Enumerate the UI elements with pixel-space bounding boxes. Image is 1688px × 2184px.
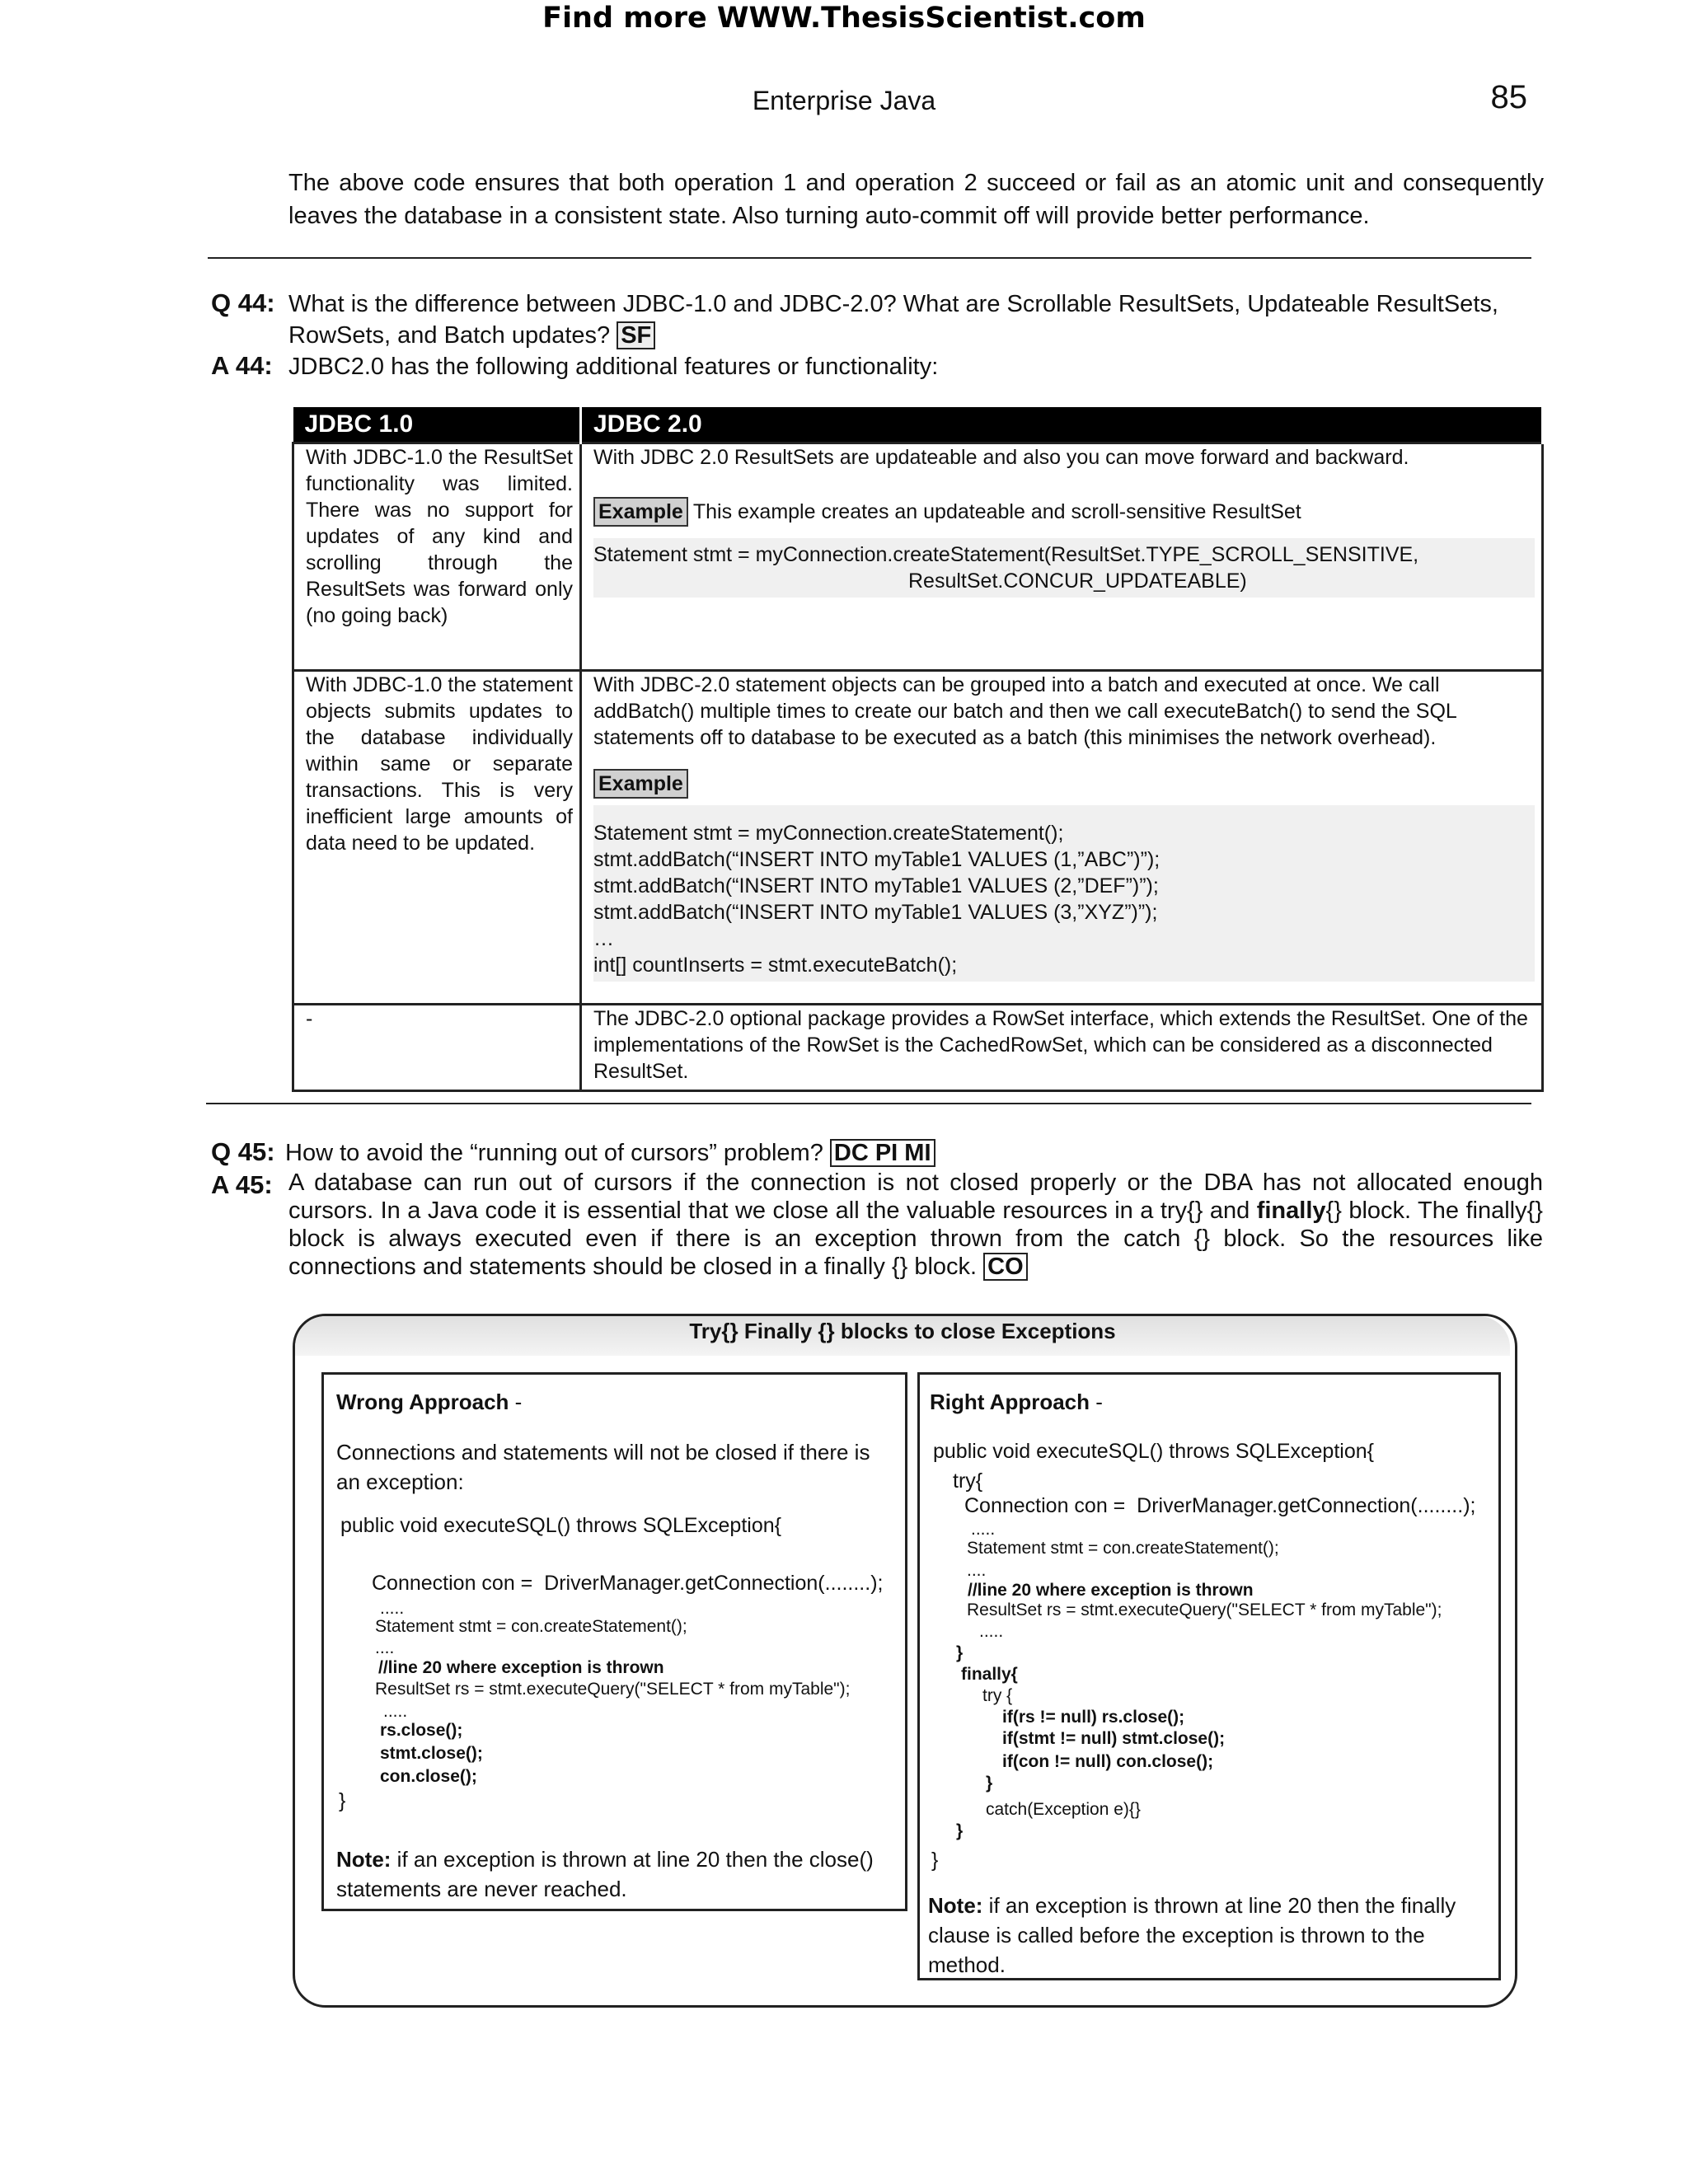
note-label: Note: (928, 1893, 983, 1918)
row3-right-cell: The JDBC-2.0 optional package provides a RowSet interface, which extends the ResultSet. One of the implementations of the RowSet is the CachedRowSet, which can be considered as a disconnected ResultSet. (581, 1005, 1543, 1091)
code-line: ..... (380, 1599, 405, 1618)
row2-example-label: Example (593, 769, 688, 799)
row1-example (593, 497, 1535, 527)
code-line: catch(Exception e){} (986, 1800, 1141, 1819)
code-line: if(stmt != null) stmt.close(); (1002, 1729, 1226, 1748)
row2-code-block (593, 805, 1535, 982)
code-line: try{ (953, 1469, 983, 1493)
q44-question (288, 288, 1543, 351)
table-row (293, 671, 1543, 1005)
q45-badges: DC PI MI (830, 1139, 935, 1167)
code-line: rs.close(); (380, 1721, 463, 1740)
site-banner: Find more WWW.ThesisScientist.com (542, 2, 1146, 35)
code-line: ..... (383, 1702, 408, 1721)
row1-example-text: This example creates an updateable and scroll-sensitive ResultSet (692, 500, 1301, 523)
code-line: //line 20 where exception is thrown (378, 1658, 664, 1677)
code-line: public void executeSQL() throws SQLException{ (933, 1440, 1374, 1463)
code-line: //line 20 where exception is thrown (968, 1581, 1254, 1600)
code-line: } (956, 1643, 964, 1662)
note-text: if an exception is thrown at line 20 then the close() statements are never reached. (336, 1847, 874, 1901)
code-line: } (339, 1789, 346, 1812)
row2-right-cell (581, 671, 1543, 1005)
a45-text-1: A database can run out of cursors if the connection is not closed properly or the DBA has not allocated enough cursors. In a Java code it is essential that we close all the valuable resources in a try{} and (288, 1169, 1543, 1224)
wrong-approach-title-suffix: - (509, 1390, 523, 1414)
row2-left-text: With JDBC-1.0 the statement objects submits updates to the database individually within same or separate transactions. This is very inefficient large amounts of data need to be updated. (306, 673, 573, 855)
code-line: if(rs != null) rs.close(); (1002, 1708, 1185, 1727)
divider (206, 1103, 1531, 1104)
code-line: stmt.addBatch(“INSERT INTO myTable1 VALUES (3,”XYZ”)”); (593, 901, 1158, 924)
note-text: if an exception is thrown at line 20 then the finally clause is called before the exception is thrown to the method. (928, 1893, 1456, 1977)
page-number: 85 (1490, 79, 1527, 115)
code-line: Statement stmt = con.createStatement(); (375, 1617, 687, 1636)
a45-text-2: {} block. The finally{} block is always executed even if there is an exception thrown from the catch {} block. So the resources like connections and statements should be closed in a finally {} block. (288, 1197, 1543, 1280)
code-line: ..... (971, 1520, 996, 1539)
code-line: stmt.addBatch(“INSERT INTO myTable1 VALUES (1,”ABC”)”); (593, 848, 1160, 871)
code-line: Connection con = DriverManager.getConnection(........); (964, 1494, 1476, 1517)
row1-example-label: Example (593, 497, 688, 527)
code-line: stmt.addBatch(“INSERT INTO myTable1 VALUES (2,”DEF”)”); (593, 874, 1159, 898)
wrong-approach-panel (321, 1372, 907, 1911)
diagram-title: Try{} Finally {} blocks to close Exceptions (689, 1319, 1116, 1343)
row2-example (593, 769, 1535, 799)
wrong-approach-desc: Connections and statements will not be closed if there is an exception: (336, 1440, 870, 1494)
right-approach-title-suffix: - (1090, 1390, 1103, 1414)
right-approach-title-text: Right Approach (930, 1390, 1090, 1414)
right-approach-panel (917, 1372, 1501, 1980)
row1-right-cell (581, 443, 1543, 671)
a45-bold: finally (1256, 1197, 1326, 1224)
code-line: } (986, 1774, 993, 1793)
q44-badge: SF (617, 321, 655, 349)
code-line: con.close(); (380, 1767, 477, 1786)
divider (208, 257, 1531, 259)
code-line: if(con != null) con.close(); (1002, 1752, 1214, 1771)
a45-badge: CO (983, 1253, 1028, 1281)
a44-label: A 44: (211, 351, 273, 380)
code-line: ..... (979, 1622, 1004, 1641)
right-approach-note (928, 1891, 1489, 1980)
code-line: … (593, 927, 614, 950)
table-row (293, 1005, 1543, 1091)
a45-answer (288, 1169, 1543, 1281)
row1-code-block (593, 538, 1535, 598)
header-jdbc-1: JDBC 1.0 (293, 407, 581, 443)
code-line: try { (982, 1686, 1013, 1705)
wrong-approach-title (336, 1390, 522, 1415)
q45-question-text: How to avoid the “running out of cursors” problem? (285, 1140, 823, 1166)
row1-left-cell (293, 443, 581, 671)
wrong-approach-note (336, 1844, 880, 1904)
running-header: Enterprise Java (752, 86, 936, 115)
table-row (293, 443, 1543, 671)
code-line: } (931, 1849, 939, 1872)
code-line: ResultSet rs = stmt.executeQuery("SELECT * from myTable"); (375, 1680, 851, 1699)
code-line: .... (967, 1561, 987, 1580)
q45-label: Q 45: (211, 1137, 275, 1166)
q44-label: Q 44: (211, 288, 275, 317)
note-label: Note: (336, 1847, 392, 1872)
code-line: int[] countInserts = stmt.executeBatch(); (593, 954, 958, 977)
row1-right-text: With JDBC 2.0 ResultSets are updateable and also you can move forward and backward. (593, 446, 1409, 469)
a45-label: A 45: (211, 1170, 273, 1199)
q44-question-text: What is the difference between JDBC-1.0 and JDBC-2.0? What are Scrollable ResultSets, Updateable ResultSets, RowSets, and Batch updates? (288, 291, 1498, 349)
code-line: .... (375, 1638, 395, 1657)
row1-left-text: With JDBC-1.0 the ResultSet functionality was limited. There was no support for updates of any kind and scrolling through the ResultSets was forward only (no going back) (306, 446, 573, 627)
code-line: public void executeSQL() throws SQLException{ (340, 1514, 781, 1537)
code-line: Statement stmt = myConnection.createStatement(); (593, 822, 1064, 845)
code-line: ResultSet.CONCUR_UPDATEABLE) (908, 569, 1247, 593)
header-jdbc-2: JDBC 2.0 (581, 407, 1543, 443)
a44-answer: JDBC2.0 has the following additional features or functionality: (288, 354, 939, 380)
q45-question (285, 1137, 1522, 1169)
wrong-approach-title-text: Wrong Approach (336, 1390, 509, 1414)
right-approach-title (930, 1390, 1103, 1415)
jdbc-comparison-table (292, 407, 1544, 1092)
code-line: Connection con = DriverManager.getConnection(........); (372, 1572, 884, 1595)
code-line: ResultSet rs = stmt.executeQuery("SELECT * from myTable"); (967, 1601, 1442, 1619)
table-header-row (293, 407, 1543, 443)
row3-left-cell: - (293, 1005, 581, 1091)
code-line: Statement stmt = myConnection.createStatement(ResultSet.TYPE_SCROLL_SENSITIVE, (593, 543, 1419, 566)
row2-right-text: With JDBC-2.0 statement objects can be grouped into a batch and executed at once. We call addBatch() multiple times to create our batch and then we call executeBatch() to send the SQL statements off to database to be executed as a batch (this minimises the network overhead). (593, 673, 1456, 749)
code-line: stmt.close(); (380, 1744, 483, 1763)
intro-paragraph: The above code ensures that both operation 1 and operation 2 succeed or fail as an atomic unit and consequently leaves the database in a consistent state. Also turning auto-commit off will provide better performance. (288, 170, 1544, 229)
row2-left-cell (293, 671, 581, 1005)
code-line: } (956, 1821, 964, 1840)
code-line: Statement stmt = con.createStatement(); (967, 1539, 1279, 1558)
code-line: finally{ (961, 1665, 1018, 1684)
